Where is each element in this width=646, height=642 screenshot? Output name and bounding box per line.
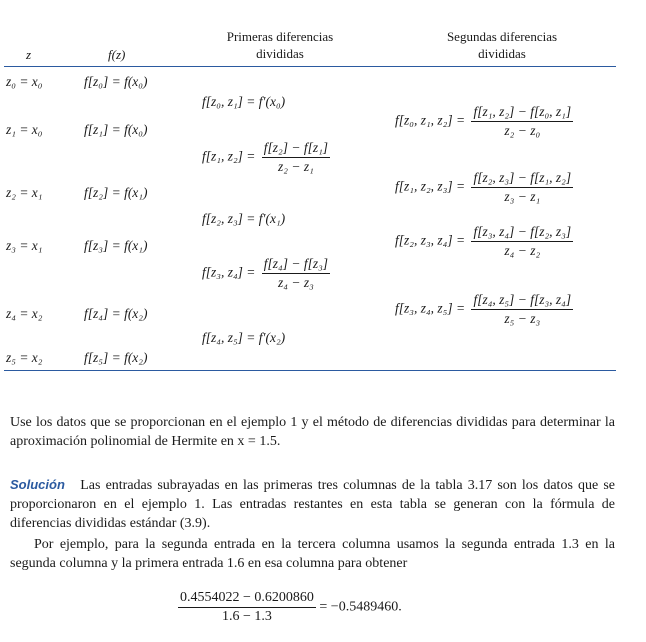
header-second-differences — [422, 28, 582, 62]
table-top-rule — [4, 66, 616, 67]
z-value-4: z₄ = x₂ — [6, 306, 43, 321]
first-diff-3-numerator: f[z₄] − f[z₃] — [262, 256, 330, 274]
second-diff-1-denominator: z₃ − z₁ — [504, 189, 541, 204]
first-diff-2-lhs: f[z₂, z₃] = f′(x₁) — [202, 211, 286, 226]
header-z: z — [26, 47, 32, 62]
second-diff-3 — [395, 292, 573, 327]
f-value-3: f[z₃] = f(x₁) — [84, 238, 148, 253]
f-value-5: f[z₅] = f(x₂) — [84, 350, 148, 365]
second-diff-1-lhs: f[z₁, z₂, z₃] = — [395, 178, 466, 194]
z-value-3: z₃ = x₁ — [6, 238, 43, 253]
first-diff-2 — [202, 211, 285, 227]
first-diff-3-lhs: f[z₃, z₄] = — [202, 264, 256, 280]
first-diff-1-fraction — [262, 140, 330, 175]
equation-numerator: 0.4554022 − 0.6200860 — [178, 590, 316, 608]
z-value-5: z₅ = x₂ — [6, 350, 43, 365]
solution-paragraph — [10, 475, 615, 533]
second-diff-2-numerator: f[z₃, z₄] − f[z₂, z₃] — [471, 224, 573, 242]
first-diff-1-denominator: z₂ − z₁ — [278, 159, 314, 174]
first-diff-3-denominator: z₄ − z₃ — [278, 275, 314, 290]
first-diff-3 — [202, 256, 330, 291]
header-second-line1: Segundas diferencias — [446, 29, 558, 44]
second-diff-0 — [395, 104, 573, 139]
second-diff-2-fraction — [471, 224, 573, 259]
first-diff-0-lhs: f[z₀, z₁] = f′(x₀) — [202, 94, 286, 109]
f-value-1: f[z₁] = f(x₀) — [84, 122, 148, 137]
first-diff-1-lhs: f[z₁, z₂] = — [202, 148, 256, 164]
first-diff-4 — [202, 330, 285, 346]
first-diff-0 — [202, 94, 285, 110]
exercise-statement: Use los datos que se proporcionan en el ejemplo 1 y el método de diferencias divididas para determinar la aproximación polinomial de Hermite en x = 1.5. — [10, 415, 615, 449]
first-diff-1 — [202, 140, 330, 175]
header-first-line2: divididas — [256, 46, 304, 61]
second-diff-0-lhs: f[z₀, z₁, z₂] = — [395, 112, 466, 128]
f-value-2: f[z₂] = f(x₁) — [84, 185, 148, 200]
second-diff-3-numerator: f[z₄, z₅] − f[z₃, z₄] — [471, 292, 573, 310]
f-value-0: f[z₀] = f(x₀) — [84, 74, 148, 89]
first-diff-4-lhs: f[z₄, z₅] = f′(x₂) — [202, 330, 286, 345]
equation-result: = −0.5489460. — [319, 599, 402, 615]
second-diff-1-numerator: f[z₂, z₃] − f[z₁, z₂] — [471, 170, 573, 188]
header-fz: f(z) — [108, 47, 126, 62]
z-value-2: z₂ = x₁ — [6, 185, 43, 200]
second-diff-2 — [395, 224, 573, 259]
second-diff-0-fraction — [471, 104, 573, 139]
header-first-line1: Primeras diferencias — [226, 29, 334, 44]
equation — [178, 590, 402, 625]
second-diff-3-lhs: f[z₃, z₄, z₅] = — [395, 300, 466, 316]
equation-fraction — [178, 590, 316, 625]
equation-denominator: 1.6 − 1.3 — [222, 609, 272, 624]
z-value-1: z₁ = x₀ — [6, 122, 43, 137]
second-diff-1 — [395, 170, 573, 205]
z-value-0: z₀ = x₀ — [6, 74, 43, 89]
second-diff-0-numerator: f[z₁, z₂] − f[z₀, z₁] — [471, 104, 573, 122]
first-diff-3-fraction — [262, 256, 330, 291]
second-diff-3-fraction — [471, 292, 573, 327]
table-bottom-rule — [4, 370, 616, 371]
second-diff-2-denominator: z₄ − z₂ — [504, 243, 541, 258]
solution-body: Las entradas subrayadas en las primeras tres columnas de la tabla 3.17 son los datos que se proporcionaron en el ejemplo 1. Las entradas restantes en esta tabla se generan con la fórmula de diferencias divididas estándar (3.9). — [10, 478, 616, 531]
second-diff-2-lhs: f[z₂, z₃, z₄] = — [395, 232, 466, 248]
second-diff-3-denominator: z₅ − z₃ — [504, 311, 541, 326]
second-diff-1-fraction — [471, 170, 573, 205]
header-second-line2: divididas — [478, 46, 526, 61]
first-diff-1-numerator: f[z₂] − f[z₁] — [262, 140, 330, 158]
second-diff-0-denominator: z₂ − z₀ — [504, 123, 541, 138]
example-paragraph: Por ejemplo, para la segunda entrada en la tercera columna usamos la segunda entrada 1.3 en la segunda columna y la primera entrada 1.6 en esa columna para obtener — [10, 537, 615, 571]
f-value-4: f[z₄] = f(x₂) — [84, 306, 148, 321]
header-first-differences — [200, 28, 360, 62]
solution-label: Solución — [10, 477, 65, 492]
